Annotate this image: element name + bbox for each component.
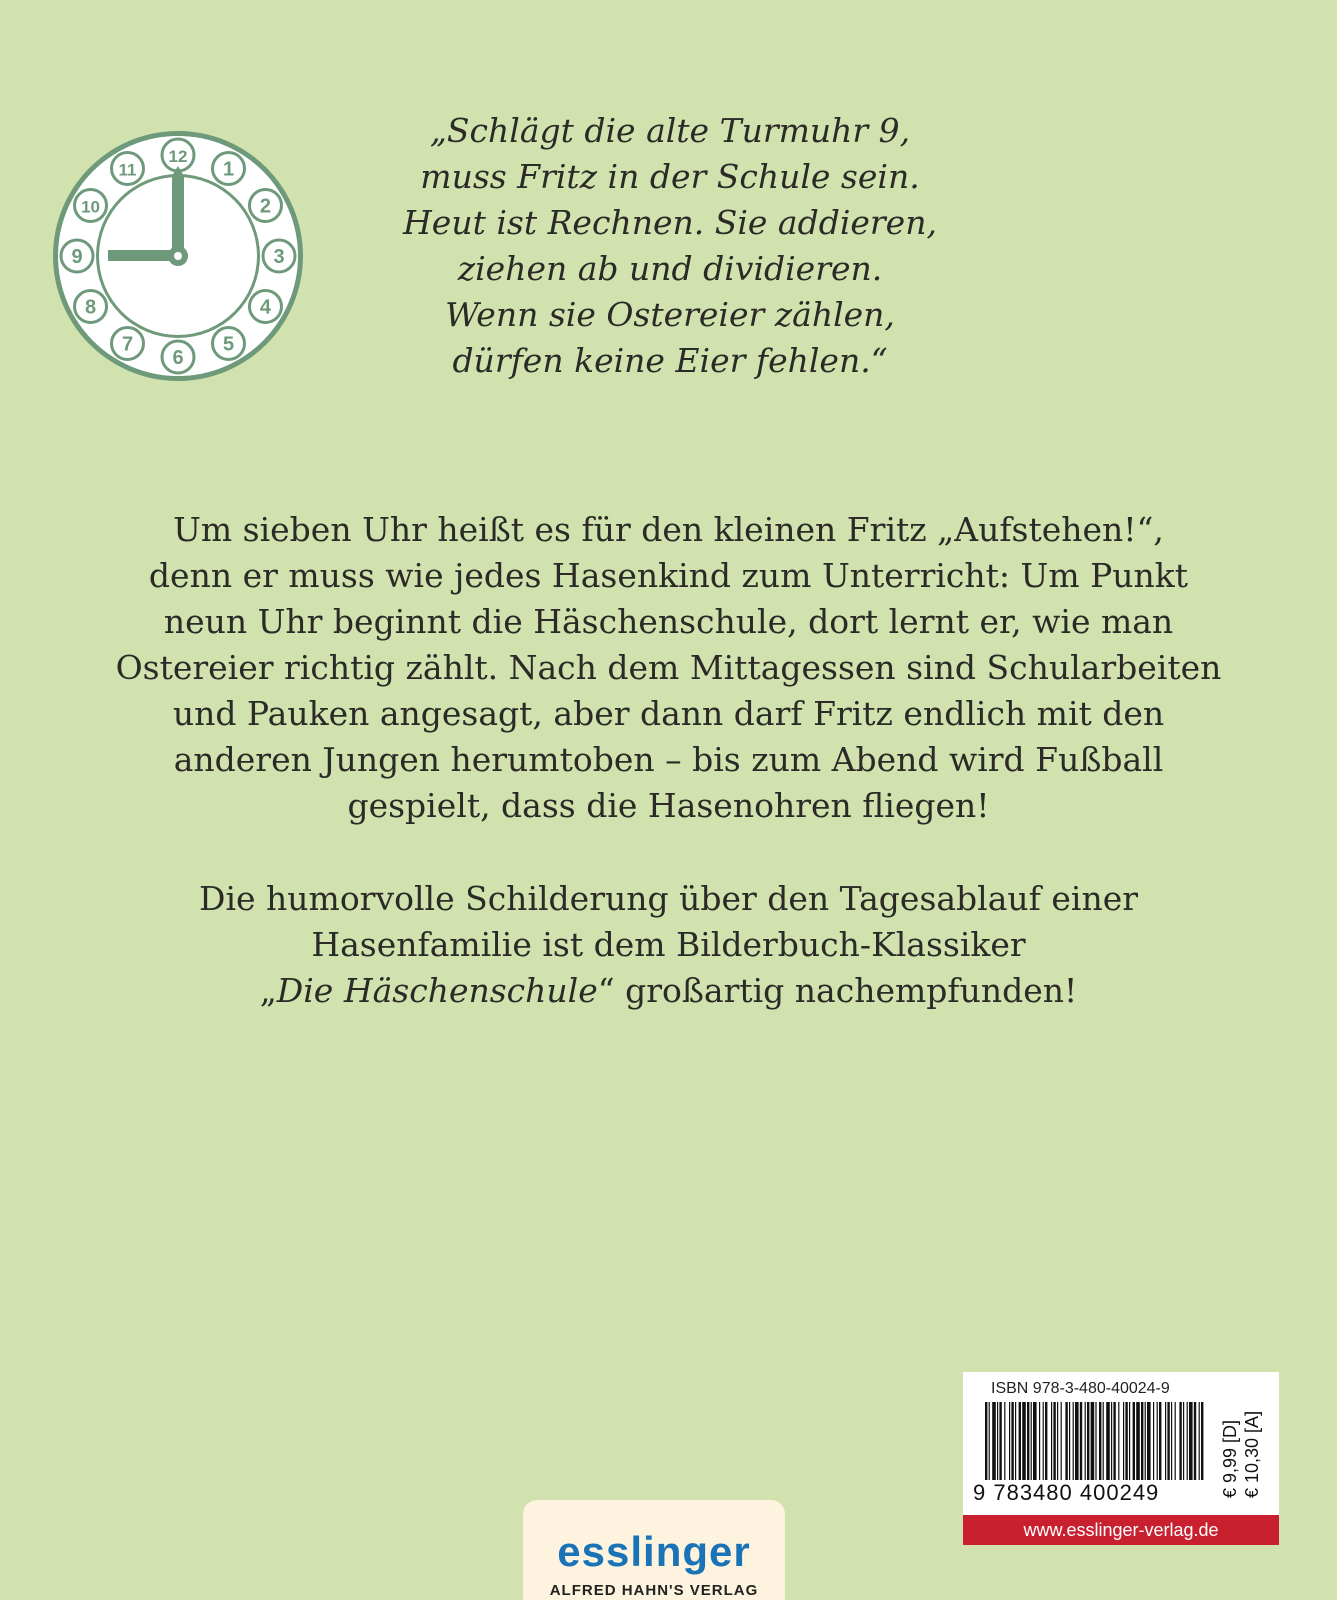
price-germany: € 9,99 [D] <box>1220 1419 1240 1498</box>
barcode-bar <box>1183 1402 1184 1480</box>
clock-number: 12 <box>168 147 188 166</box>
barcode-bar <box>1061 1402 1062 1480</box>
barcode-bar <box>1147 1402 1151 1480</box>
barcode-bar <box>1065 1402 1067 1480</box>
barcode-bar <box>1136 1402 1140 1480</box>
barcode-bar <box>1099 1402 1101 1480</box>
barcode-bar <box>997 1402 998 1480</box>
barcode-bar <box>1118 1402 1119 1480</box>
poem-line: „Schlägt die alte Turmuhr 9, <box>429 111 911 150</box>
poem-line: Wenn sie Ostereier zählen, <box>445 295 895 334</box>
isbn-text: ISBN 978-3-480-40024-9 <box>991 1380 1170 1397</box>
clock-number: 6 <box>172 347 184 369</box>
poem <box>360 108 980 384</box>
clock-number: 3 <box>273 246 285 268</box>
barcode-bar <box>992 1402 996 1480</box>
text-line: neun Uhr beginnt die Häschenschule, dort lernt er, wie man <box>163 602 1174 641</box>
publisher-logo <box>523 1500 785 1600</box>
barcode-bar <box>1033 1402 1037 1480</box>
barcode-bar <box>1011 1402 1013 1480</box>
barcode-bar <box>1129 1402 1130 1480</box>
clock-minute-hand <box>172 176 184 256</box>
barcode-bar <box>1103 1402 1104 1480</box>
text-line <box>60 968 1277 1014</box>
price-block <box>1219 1388 1263 1498</box>
barcode-bar <box>1027 1402 1029 1480</box>
text-fragment: “ großartig nachempfunden! <box>597 971 1078 1010</box>
text-line: denn er muss wie jedes Hasenkind zum Unterricht: Um Punkt <box>148 556 1189 595</box>
barcode-bar <box>1133 1402 1135 1480</box>
barcode-bars <box>985 1402 1205 1480</box>
barcode-bar <box>1053 1402 1055 1480</box>
barcode-bar <box>1123 1402 1124 1480</box>
barcode-bar <box>1045 1402 1047 1480</box>
clock-number: 7 <box>121 333 134 356</box>
clock-number: 1 <box>222 158 235 181</box>
clock-number: 5 <box>222 333 235 356</box>
barcode-bar <box>1051 1402 1052 1480</box>
poem-line: muss Fritz in der Schule sein. <box>420 157 920 196</box>
barcode-bar <box>1165 1402 1166 1480</box>
barcode-label <box>963 1372 1279 1545</box>
barcode-bar <box>1145 1402 1146 1480</box>
barcode-bar <box>1091 1402 1095 1480</box>
barcode-bar <box>1179 1402 1181 1480</box>
price-austria: € 10,30 [A] <box>1242 1410 1262 1498</box>
open-quote: „ <box>259 971 277 1010</box>
poem-line: ziehen ab und dividieren. <box>457 249 883 288</box>
description-paragraph-1 <box>60 507 1277 829</box>
clock-illustration <box>50 128 306 384</box>
barcode-bar <box>1087 1402 1089 1480</box>
publisher-name: esslinger <box>557 1528 751 1575</box>
barcode-bar <box>1057 1402 1058 1480</box>
barcode-bar <box>1022 1402 1026 1480</box>
poem-line: Heut ist Rechnen. Sie addieren, <box>403 203 937 242</box>
book-title: Die Häschenschule <box>276 971 598 1010</box>
barcode-bar <box>1031 1402 1032 1480</box>
barcode-bar <box>1153 1402 1154 1480</box>
barcode-bar <box>1095 1402 1096 1480</box>
barcode-bar <box>1111 1402 1112 1480</box>
barcode-bar <box>1113 1402 1115 1480</box>
clock-number: 8 <box>84 296 97 319</box>
barcode-bar <box>1075 1402 1079 1480</box>
text-line: Um sieben Uhr heißt es für den kleinen Fritz „Aufstehen!“, <box>173 510 1164 549</box>
barcode-bar <box>1199 1402 1200 1480</box>
text-line: anderen Jungen herumtoben – bis zum Abend wird Fußball <box>173 740 1164 779</box>
barcode-bar <box>989 1402 990 1480</box>
barcode-bar <box>1069 1402 1070 1480</box>
barcode-bar <box>1019 1402 1021 1480</box>
barcode-bar <box>1004 1402 1005 1480</box>
text-line: und Pauken angesagt, aber dann darf Fritz endlich mit den <box>172 694 1165 733</box>
barcode-bar <box>1167 1402 1169 1480</box>
publisher-url: www.esslinger-verlag.de <box>963 1515 1279 1545</box>
barcode-bar <box>1201 1402 1203 1480</box>
publisher-subtitle: ALFRED HAHN'S VERLAG <box>549 1582 759 1599</box>
barcode-bar <box>1015 1402 1016 1480</box>
barcode-bar <box>1039 1402 1040 1480</box>
barcode-bar <box>1043 1402 1044 1480</box>
barcode-bar <box>1189 1402 1193 1480</box>
barcode-bar <box>999 1402 1001 1480</box>
barcode-bar <box>1141 1402 1143 1480</box>
barcode-bar <box>1159 1402 1161 1480</box>
text-line: Die humorvolle Schilderung über den Tagesablauf einer <box>198 879 1139 918</box>
barcode-bar <box>1073 1402 1074 1480</box>
clock-face <box>50 128 306 384</box>
description-paragraph-2 <box>60 876 1277 1014</box>
barcode-bar <box>1157 1402 1158 1480</box>
clock-number: 4 <box>259 296 272 319</box>
barcode-bar <box>1175 1402 1176 1480</box>
text-line: gespielt, dass die Hasenohren fliegen! <box>347 786 990 825</box>
clock-hour-hand <box>108 250 178 261</box>
clock-number: 2 <box>259 195 272 218</box>
barcode-bar <box>1194 1402 1196 1480</box>
barcode-bar <box>1009 1402 1010 1480</box>
barcode-digits: 9 783480 400249 <box>973 1480 1160 1505</box>
barcode-bar <box>1080 1402 1082 1480</box>
barcode-bar <box>1187 1402 1188 1480</box>
clock-center-dot <box>174 252 182 260</box>
text-line: Ostereier richtig zählt. Nach dem Mittagessen sind Schularbeiten <box>115 648 1222 687</box>
barcode-bar <box>1171 1402 1172 1480</box>
text-line: Hasenfamilie ist dem Bilderbuch-Klassiker <box>311 925 1026 964</box>
poem-line: dürfen keine Eier fehlen.“ <box>452 341 888 380</box>
clock-number: 10 <box>81 197 100 217</box>
clock-number: 9 <box>71 246 83 268</box>
barcode-bar <box>1125 1402 1127 1480</box>
barcode-bar <box>1085 1402 1086 1480</box>
clock-number: 11 <box>118 160 137 180</box>
barcode-bar <box>985 1402 987 1480</box>
barcode-bar <box>1106 1402 1110 1480</box>
